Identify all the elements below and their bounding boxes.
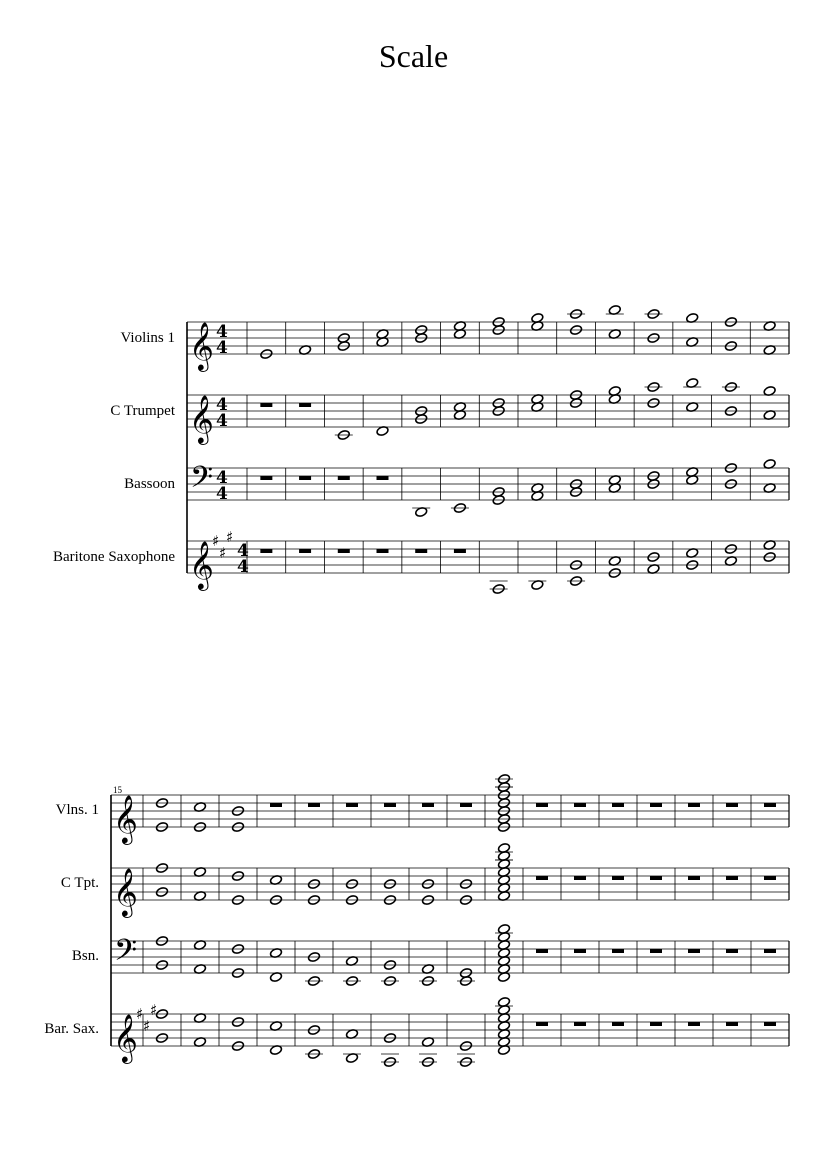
whole-rest-icon [726,803,738,807]
sharp-icon: ♯ [136,1005,144,1023]
whole-rest-icon [260,403,272,407]
whole-rest-icon [415,549,427,553]
whole-rest-icon [612,949,624,953]
treble-clef-icon: 𝄞 [113,794,138,843]
whole-rest-icon [650,949,662,953]
staff-label-violins-short: Vlns. 1 [55,802,99,818]
whole-rest-icon [688,876,700,880]
whole-rest-icon [338,549,350,553]
whole-rest-icon [384,803,396,807]
sharp-icon: ♯ [219,544,227,562]
whole-rest-icon [574,1022,586,1026]
sharp-icon: ♯ [212,532,220,550]
time-signature-bottom: 4 [216,338,228,358]
time-signature-top: 4 [216,468,228,488]
whole-rest-icon [726,949,738,953]
whole-rest-icon [612,1022,624,1026]
whole-rest-icon [764,949,776,953]
treble-clef-icon: 𝄞 [113,867,138,916]
whole-rest-icon [688,949,700,953]
whole-rest-icon [536,1022,548,1026]
sharp-icon: ♯ [226,528,234,546]
treble-clef-icon: 𝄞 [189,394,214,443]
time-signature-bottom: 4 [216,411,228,431]
whole-rest-icon [726,1022,738,1026]
treble-clef-icon: 𝄞 [189,321,214,370]
whole-rest-icon [574,876,586,880]
whole-rest-icon [460,803,472,807]
whole-rest-icon [377,476,389,480]
sharp-icon: ♯ [143,1017,151,1035]
whole-rest-icon [688,803,700,807]
staff-label-bassoon: Bassoon [124,476,175,492]
staff-label-bari-sax-short: Bar. Sax. [44,1021,99,1037]
whole-rest-icon [612,876,624,880]
staff-label-violins: Violins 1 [120,330,175,346]
whole-rest-icon [422,803,434,807]
whole-rest-icon [764,1022,776,1026]
whole-rest-icon [308,803,320,807]
whole-rest-icon [536,949,548,953]
staff-label-trumpet: C Trumpet [110,403,175,419]
time-signature-top: 4 [237,541,249,561]
whole-rest-icon [454,549,466,553]
treble-clef-icon: 𝄞 [189,540,214,589]
whole-rest-icon [260,476,272,480]
whole-rest-icon [650,803,662,807]
time-signature-bottom: 4 [216,484,228,504]
whole-rest-icon [650,876,662,880]
score-title: Scale [378,38,449,74]
time-signature-top: 4 [216,395,228,415]
whole-rest-icon [726,876,738,880]
whole-rest-icon [536,803,548,807]
whole-rest-icon [299,549,311,553]
bass-clef-icon: 𝄢 [114,934,138,975]
staff-label-trumpet-short: C Tpt. [60,875,99,891]
whole-rest-icon [574,949,586,953]
whole-rest-icon [764,803,776,807]
staff-label-bassoon-short: Bsn. [71,948,99,964]
whole-rest-icon [650,1022,662,1026]
whole-rest-icon [536,876,548,880]
treble-clef-icon: 𝄞 [113,1013,138,1062]
time-signature-bottom: 4 [237,557,249,577]
whole-rest-icon [346,803,358,807]
whole-rest-icon [688,1022,700,1026]
whole-rest-icon [260,549,272,553]
whole-rest-icon [299,476,311,480]
whole-rest-icon [574,803,586,807]
whole-rest-icon [612,803,624,807]
whole-rest-icon [270,803,282,807]
whole-rest-icon [377,549,389,553]
whole-rest-icon [299,403,311,407]
whole-rest-icon [764,876,776,880]
measure-number: 15 [113,785,122,795]
time-signature-top: 4 [216,322,228,342]
bass-clef-icon: 𝄢 [190,461,214,502]
whole-rest-icon [338,476,350,480]
staff-label-bari-sax: Baritone Saxophone [52,549,175,565]
sharp-icon: ♯ [150,1001,158,1019]
